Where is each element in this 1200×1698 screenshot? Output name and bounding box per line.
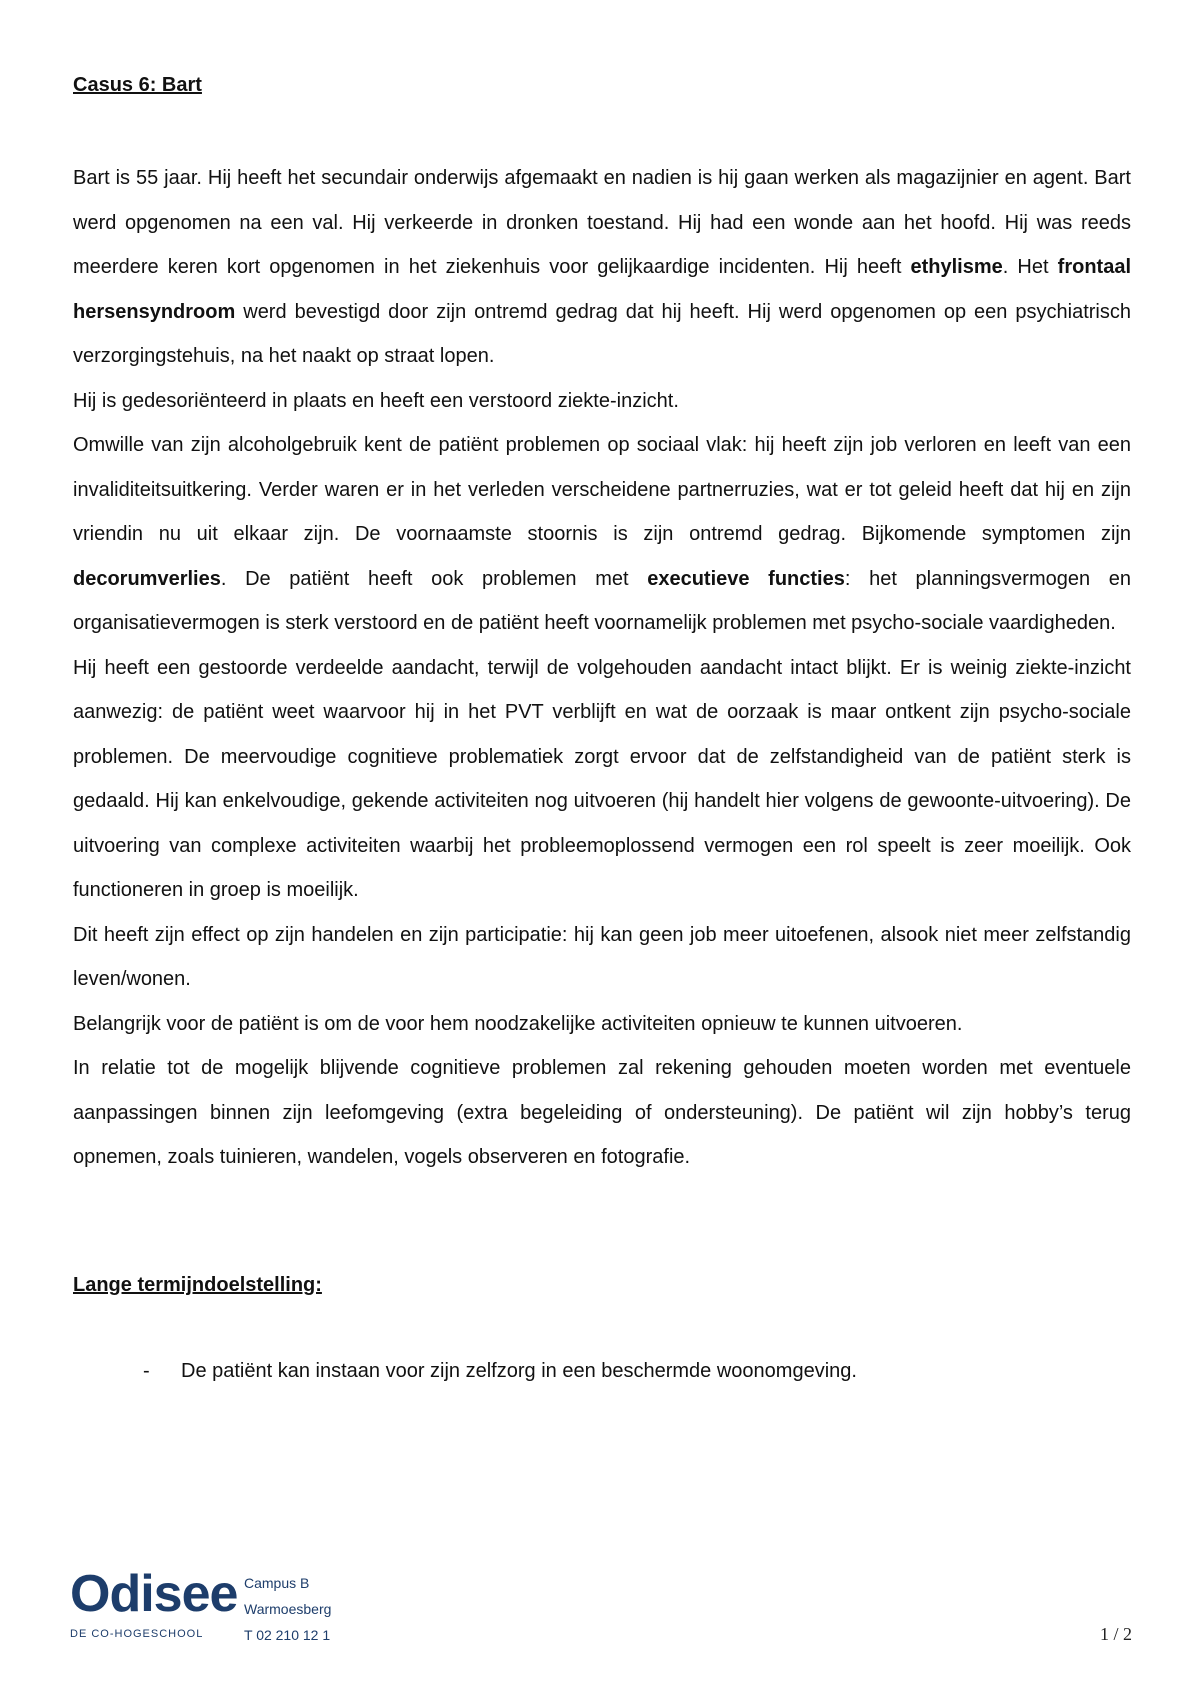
campus-info	[244, 1570, 331, 1648]
campus-line: T 02 210 12 1	[244, 1627, 331, 1643]
text-run: werd bevestigd door zijn ontremd gedrag dat hij heeft. Hij werd opgenomen op een psychiatrisch verzorgingstehuis, na het naakt op straat lopen.	[73, 300, 1131, 367]
case-title: Casus 6: Bart	[73, 74, 202, 96]
paragraph-orientation: Hij is gedesoriënteerd in plaats en heeft een verstoord ziekte-inzicht.	[73, 389, 679, 412]
term-frontaal-hersensyndroom: frontaal hersensyndroom	[73, 256, 1131, 323]
paragraph-participation: Dit heeft zijn effect op zijn handelen en zijn participatie: hij kan geen job meer uitoefenen, alsook niet meer zelfstandig leven/wonen.	[73, 923, 1131, 990]
case-body	[73, 156, 1131, 1180]
logo-subtitle: DE CO-HOGESCHOOL	[70, 1628, 204, 1640]
paragraph-adaptations: In relatie tot de mogelijk blijvende cognitieve problemen zal rekening gehouden moeten worden met eventuele aanpassingen binnen zijn leefomgeving (extra begeleiding of ondersteuning). De patiënt wil zijn hobby’s terug opnemen, zoals tuinieren, wandelen, vogels observeren en fotografie.	[73, 1057, 1131, 1168]
term-ethylisme: ethylisme	[910, 256, 1003, 278]
goal-text: De patiënt kan instaan voor zijn zelfzorg in een beschermde woonomgeving.	[181, 1360, 857, 1382]
text-run: : het planningsvermogen en organisatievermogen is sterk verstoord en de patiënt heeft voornamelijk problemen met psycho-sociale vaardigheden.	[73, 567, 1132, 634]
term-executieve-functies: executieve functies	[647, 567, 845, 590]
text-run: . De patiënt heeft ook problemen met	[220, 567, 648, 590]
campus-line: Warmoesberg	[244, 1601, 332, 1617]
odisee-logo	[70, 1565, 238, 1640]
logo-name: Odisee	[70, 1565, 238, 1623]
goal-heading: Lange termijndoelstelling:	[73, 1274, 322, 1296]
paragraph-attention: Hij heeft een gestoorde verdeelde aandacht, terwijl de volgehouden aandacht intact blijkt. Er is weinig ziekte-inzicht aanwezig: de patiënt weet waarvoor hij in het PVT verblijft en wat de oorzaak is maar ontkent zijn psycho-sociale problemen. De meervoudige cognitieve problematiek zorgt ervoor dat de zelfstandigheid van de patiënt sterk is gedaald. Hij kan enkelvoudige, gekende activiteiten nog uitvoeren (hij handelt hier volgens de gewoonte-uitvoering). De uitvoering van complexe activiteiten waarbij het probleemoplossend vermogen een rol speelt is zeer moeilijk. Ook functioneren in groep is moeilijk.	[73, 656, 1131, 901]
text-run: . Het	[1002, 256, 1058, 278]
text-run: Bart is 55 jaar. Hij heeft het secundair onderwijs afgemaakt en nadien is hij gaan werken als magazijnier en agent. Bart werd opgenomen na een val. Hij verkeerde in dronken toestand. Hij had een wonde aan het hoofd. Hij was reeds meerdere keren kort opgenomen in het ziekenhuis voor gelijkaardige incidenten. Hij heeft	[73, 167, 1131, 278]
goal-item	[73, 1360, 1131, 1383]
paragraph-importance: Belangrijk voor de patiënt is om de voor hem noodzakelijke activiteiten opnieuw te kunnen uitvoeren.	[73, 1012, 963, 1035]
goal-bullet: -	[143, 1360, 150, 1382]
campus-line: Campus B	[244, 1575, 310, 1591]
paragraph-social	[73, 423, 1131, 646]
paragraph-intro	[73, 156, 1131, 379]
text-run: Omwille van zijn alcoholgebruik kent de patiënt problemen op sociaal vlak: hij heeft zijn job verloren en leeft van een invaliditeitsuitkering. Verder waren er in het verleden verscheidene partnerruzies, wat er tot geleid heeft dat hij en zijn vriendin nu uit elkaar zijn. De voornaamste stoornis is zijn ontremd gedrag. Bijkomende symptomen zijn	[73, 434, 1131, 545]
page-number: 1 / 2	[1100, 1624, 1133, 1644]
term-decorumverlies: decorumverlies	[73, 567, 221, 590]
goal-list	[73, 1360, 1131, 1383]
